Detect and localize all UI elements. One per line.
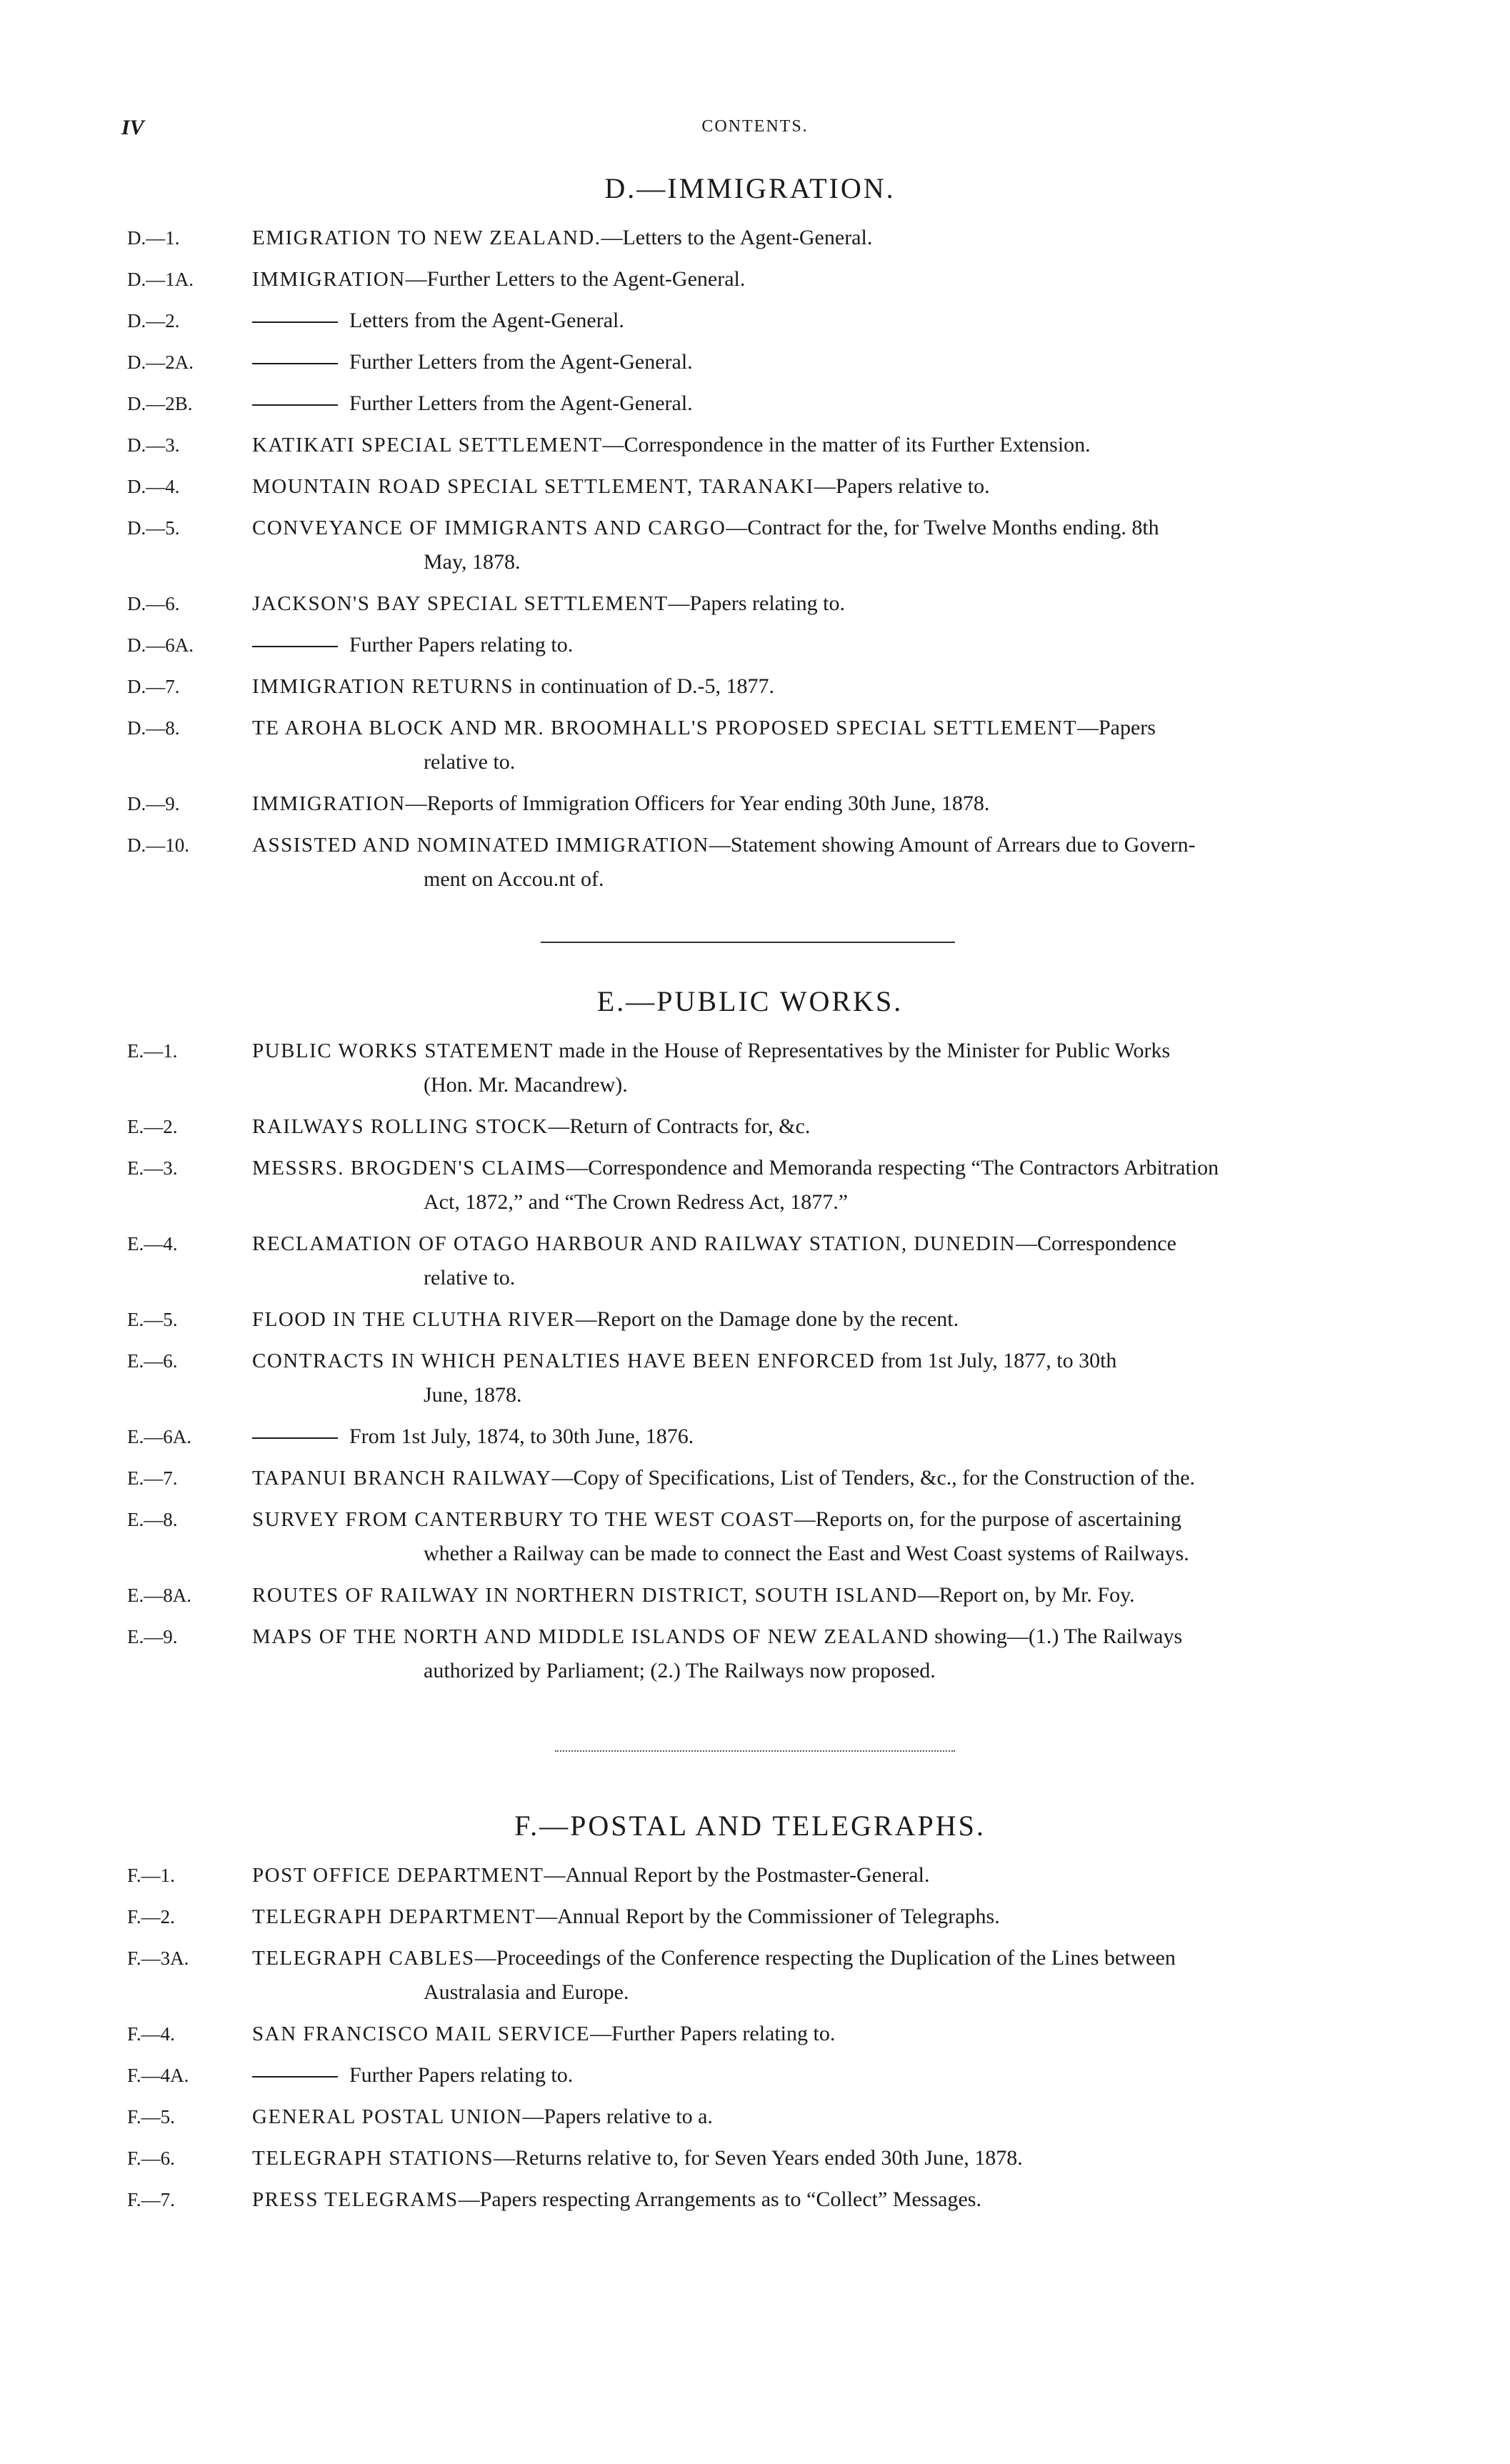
section-title: F.—POSTAL AND TELEGRAPHS. (514, 1810, 986, 1842)
entry-description: —Contract for the, for Twelve Months ending. 8th (726, 516, 1159, 539)
entry-continuation: relative to. (424, 1266, 516, 1290)
contents-entry (114, 1502, 1386, 1571)
entry-description: —Copy of Specifications, List of Tenders, &c., for the Construction of the. (551, 1466, 1196, 1490)
entry-continuation: June, 1878. (424, 1383, 522, 1407)
paper-code: D.—1A. (127, 269, 194, 290)
contents-entry (114, 304, 1386, 338)
paper-code: D.—5. (127, 517, 180, 539)
entry-body (252, 1302, 1386, 1337)
contents-entry (114, 628, 1386, 662)
section-d-immigration (114, 171, 1386, 904)
contents-entry (114, 1461, 1386, 1495)
entry-subject: PUBLIC WORKS STATEMENT (252, 1039, 554, 1062)
entry-description: —Annual Report by the Postmaster-General. (544, 1863, 930, 1887)
entry-first-line (252, 628, 1386, 662)
entry-subject: SAN FRANCISCO MAIL SERVICE (252, 2022, 591, 2045)
entry-continuation: relative to. (424, 750, 516, 774)
paper-code: E.—9. (127, 1626, 178, 1647)
entry-subject: TELEGRAPH CABLES (252, 1947, 475, 1970)
entry-subject: RAILWAYS ROLLING STOCK (252, 1115, 549, 1138)
contents-entry (114, 1344, 1386, 1412)
paper-code: E.—6. (127, 1350, 178, 1372)
entry-first-line (252, 469, 1386, 504)
contents-entry (114, 587, 1386, 621)
entry-description: —Report on the Damage done by the recent. (575, 1307, 959, 1331)
entry-first-line (252, 1858, 1386, 1892)
entry-first-line (252, 1620, 1386, 1654)
entry-description: —Return of Contracts for, &c. (548, 1114, 811, 1138)
entry-first-line (252, 1900, 1386, 1934)
entry-subject: MESSRS. BROGDEN'S CLAIMS (252, 1157, 567, 1179)
entry-body (252, 1151, 1386, 1219)
ditto-dash (252, 2076, 338, 2078)
entry-body (252, 669, 1386, 704)
section-title: D.—IMMIGRATION. (604, 172, 896, 204)
entry-continuation: (Hon. Mr. Macandrew). (424, 1073, 628, 1097)
entry-subject: MAPS OF THE NORTH AND MIDDLE ISLANDS OF NEW ZEALAND (252, 1625, 929, 1648)
paper-code: F.—6. (127, 2148, 175, 2169)
entry-subject: CONVEYANCE OF IMMIGRANTS AND CARGO (252, 517, 726, 539)
paper-code: F.—1. (127, 1865, 175, 1886)
entry-body (252, 587, 1386, 621)
paper-code: E.—8A. (127, 1585, 191, 1606)
entry-subject: IMMIGRATION (252, 268, 406, 291)
paper-code: E.—4. (127, 1233, 178, 1255)
entry-continuation: Australasia and Europe. (424, 1980, 629, 2004)
entry-first-line (252, 262, 1386, 296)
entry-body (252, 304, 1386, 338)
entry-first-line (252, 1578, 1386, 1612)
paper-code: F.—3A. (127, 1947, 189, 1969)
entry-subject: MOUNTAIN ROAD SPECIAL SETTLEMENT, TARANAKI (252, 475, 814, 498)
entry-body (252, 2017, 1386, 2051)
paper-code: D.—2. (127, 310, 180, 331)
entry-description: —Correspondence in the matter of its Further Extension. (602, 433, 1091, 457)
contents-entry (114, 2141, 1386, 2175)
entry-first-line (252, 1034, 1386, 1068)
paper-code: D.—4. (127, 476, 180, 497)
entry-continuation: Act, 1872,” and “The Crown Redress Act, 1877.” (424, 1190, 849, 1214)
entry-description: Letters from the Agent-General. (349, 309, 624, 332)
contents-entry (114, 1858, 1386, 1892)
contents-entry (114, 2183, 1386, 2217)
entry-first-line (252, 2100, 1386, 2134)
section-divider (541, 942, 955, 943)
entry-description: —Letters to the Agent-General. (601, 226, 873, 249)
entry-description: in continuation of D.-5, 1877. (514, 674, 774, 698)
contents-entry (114, 428, 1386, 462)
paper-code: E.—1. (127, 1040, 178, 1062)
entry-body (252, 1502, 1386, 1571)
entry-body (252, 386, 1386, 421)
paper-code: E.—7. (127, 1467, 178, 1489)
paper-code: D.—6. (127, 593, 180, 614)
contents-entry (114, 1109, 1386, 1144)
entry-subject: PRESS TELEGRAMS (252, 2188, 459, 2211)
section-title: E.—PUBLIC WORKS. (596, 985, 904, 1017)
entry-body (252, 1461, 1386, 1495)
ditto-dash (252, 404, 338, 406)
entry-description: —Papers relating to. (668, 592, 845, 615)
entry-body (252, 1578, 1386, 1612)
contents-entry (114, 469, 1386, 504)
entry-description: —Papers respecting Arrangements as to “Collect” Messages. (458, 2188, 981, 2211)
entry-description: —Papers relative to a. (522, 2105, 713, 2128)
contents-entry (114, 2100, 1386, 2134)
entry-first-line (252, 1109, 1386, 1144)
entry-first-line (252, 2141, 1386, 2175)
entry-subject: EMIGRATION TO NEW ZEALAND. (252, 226, 601, 249)
entry-first-line (252, 221, 1386, 255)
paper-code: D.—7. (127, 676, 180, 697)
paper-code: F.—4. (127, 2023, 175, 2045)
contents-entry (114, 1227, 1386, 1295)
entry-first-line (252, 1420, 1386, 1454)
entry-body (252, 1227, 1386, 1295)
entry-description: —Papers (1076, 716, 1156, 739)
paper-code: E.—2. (127, 1116, 178, 1137)
entry-body (252, 1420, 1386, 1454)
entry-description: —Annual Report by the Commissioner of Telegraphs. (535, 1905, 1000, 1928)
entry-body (252, 1109, 1386, 1144)
entry-body (252, 221, 1386, 255)
entry-subject: TAPANUI BRANCH RAILWAY (252, 1467, 552, 1490)
ditto-dash (252, 363, 338, 364)
entry-body (252, 628, 1386, 662)
entry-first-line (252, 2058, 1386, 2093)
entry-description: —Reports of Immigration Officers for Year ending 30th June, 1878. (405, 792, 990, 815)
section-divider (555, 1750, 955, 1752)
ditto-dash (252, 321, 338, 323)
entry-list (114, 1034, 1386, 1688)
contents-entry (114, 345, 1386, 379)
ditto-dash (252, 1437, 338, 1439)
entry-description: Further Letters from the Agent-General. (349, 391, 693, 415)
entry-continuation: ment on Accou.nt of. (424, 867, 604, 891)
entry-subject: KATIKATI SPECIAL SETTLEMENT (252, 434, 603, 457)
entry-first-line (252, 511, 1386, 545)
entry-description: made in the House of Representatives by the Minister for Public Works (553, 1039, 1171, 1062)
contents-entry (114, 787, 1386, 821)
contents-entry (114, 711, 1386, 779)
entry-first-line (252, 428, 1386, 462)
paper-code: D.—10. (127, 834, 189, 856)
entry-description: —Report on, by Mr. Foy. (917, 1583, 1135, 1607)
entry-subject: POST OFFICE DEPARTMENT (252, 1864, 544, 1887)
entry-first-line (252, 587, 1386, 621)
entry-body (252, 2183, 1386, 2217)
paper-code: D.—6A. (127, 634, 194, 656)
entry-description: —Statement showing Amount of Arrears due to Govern- (709, 833, 1196, 857)
entry-body (252, 2058, 1386, 2093)
entry-body (252, 787, 1386, 821)
entry-description: —Correspondence and Memoranda respecting “The Contractors Arbitration (566, 1156, 1219, 1179)
entry-description: From 1st July, 1874, to 30th June, 1876. (349, 1425, 694, 1448)
contents-entry (114, 1620, 1386, 1688)
paper-code: F.—5. (127, 2106, 175, 2128)
paper-code: D.—8. (127, 717, 180, 739)
contents-entry (114, 2058, 1386, 2093)
contents-entry (114, 669, 1386, 704)
entry-subject: TE AROHA BLOCK AND MR. BROOMHALL'S PROPOSED SPECIAL SETTLEMENT (252, 717, 1077, 739)
entry-first-line (252, 787, 1386, 821)
contents-entry (114, 828, 1386, 897)
entry-continuation: May, 1878. (424, 550, 521, 574)
entry-description: showing—(1.) The Railways (929, 1625, 1183, 1648)
contents-entry (114, 1941, 1386, 2010)
entry-description: —Returns relative to, for Seven Years ended 30th June, 1878. (494, 2146, 1023, 2170)
paper-code: D.—2B. (127, 393, 193, 414)
entry-continuation: authorized by Parliament; (2.) The Railways now proposed. (424, 1659, 936, 1682)
entry-first-line (252, 304, 1386, 338)
entry-continuation: whether a Railway can be made to connect the East and West Coast systems of Railways. (424, 1542, 1189, 1565)
entry-first-line (252, 1344, 1386, 1378)
entry-description: —Further Papers relating to. (590, 2022, 836, 2045)
entry-subject: IMMIGRATION (252, 792, 406, 815)
entry-first-line (252, 669, 1386, 704)
entry-description: Further Papers relating to. (349, 633, 574, 657)
entry-subject: ASSISTED AND NOMINATED IMMIGRATION (252, 834, 709, 857)
entry-body (252, 1941, 1386, 2010)
entry-subject: JACKSON'S BAY SPECIAL SETTLEMENT (252, 592, 669, 615)
entry-first-line (252, 1461, 1386, 1495)
entry-body (252, 262, 1386, 296)
contents-entry (114, 1034, 1386, 1102)
ditto-dash (252, 646, 338, 647)
running-title: CONTENTS. (701, 117, 809, 136)
paper-code: E.—6A. (127, 1426, 191, 1447)
entry-body (252, 1620, 1386, 1688)
contents-entry (114, 511, 1386, 579)
entry-first-line (252, 1941, 1386, 1975)
entry-subject: RECLAMATION OF OTAGO HARBOUR AND RAILWAY STATION, DUNEDIN (252, 1232, 1016, 1255)
entry-subject: SURVEY FROM CANTERBURY TO THE WEST COAST (252, 1508, 794, 1531)
entry-description: Further Papers relating to. (349, 2063, 574, 2087)
entry-description: —Reports on, for the purpose of ascertaining (794, 1507, 1181, 1531)
paper-code: D.—1. (127, 227, 180, 249)
contents-entry (114, 1302, 1386, 1337)
entry-body (252, 2100, 1386, 2134)
paper-code: E.—8. (127, 1509, 178, 1530)
entry-description: —Further Letters to the Agent-General. (405, 267, 746, 291)
section-f-postal-telegraphs (114, 1809, 1386, 2224)
contents-entry (114, 1578, 1386, 1612)
entry-body (252, 711, 1386, 779)
contents-entry (114, 262, 1386, 296)
paper-code: D.—9. (127, 793, 180, 814)
entry-body (252, 345, 1386, 379)
contents-entry (114, 386, 1386, 421)
entry-body (252, 469, 1386, 504)
paper-code: D.—3. (127, 434, 180, 456)
entry-subject: ROUTES OF RAILWAY IN NORTHERN DISTRICT, SOUTH ISLAND (252, 1584, 918, 1607)
entry-first-line (252, 828, 1386, 862)
entry-subject: TELEGRAPH DEPARTMENT (252, 1905, 536, 1928)
entry-description: from 1st July, 1877, to 30th (875, 1349, 1117, 1372)
entry-first-line (252, 2017, 1386, 2051)
entry-description: Further Letters from the Agent-General. (349, 350, 693, 374)
entry-first-line (252, 2183, 1386, 2217)
contents-entry (114, 221, 1386, 255)
entry-body (252, 828, 1386, 897)
entry-first-line (252, 1227, 1386, 1261)
entry-description: —Papers relative to. (814, 474, 990, 498)
contents-entry (114, 1900, 1386, 1934)
entry-subject: CONTRACTS IN WHICH PENALTIES HAVE BEEN ENFORCED (252, 1350, 876, 1372)
entry-description: —Correspondence (1016, 1232, 1176, 1255)
entry-subject: TELEGRAPH STATIONS (252, 2147, 494, 2170)
paper-code: D.—2A. (127, 351, 194, 373)
entry-first-line (252, 345, 1386, 379)
entry-list (114, 1858, 1386, 2217)
entry-subject: FLOOD IN THE CLUTHA RIVER (252, 1308, 576, 1331)
entry-body (252, 1858, 1386, 1892)
entry-first-line (252, 1302, 1386, 1337)
paper-code: E.—3. (127, 1157, 178, 1179)
entry-first-line (252, 1151, 1386, 1185)
entry-body (252, 1034, 1386, 1102)
entry-first-line (252, 1502, 1386, 1537)
contents-entry (114, 1420, 1386, 1454)
entry-body (252, 428, 1386, 462)
entry-body (252, 2141, 1386, 2175)
paper-code: F.—7. (127, 2189, 175, 2210)
entry-first-line (252, 711, 1386, 745)
entry-list (114, 221, 1386, 897)
contents-entry (114, 2017, 1386, 2051)
page-number: IV (121, 116, 144, 139)
entry-subject: IMMIGRATION RETURNS (252, 675, 514, 698)
entry-first-line (252, 386, 1386, 421)
entry-subject: GENERAL POSTAL UNION (252, 2105, 523, 2128)
section-e-public-works (114, 984, 1386, 1695)
contents-entry (114, 1151, 1386, 1219)
entry-body (252, 1900, 1386, 1934)
entry-description: —Proceedings of the Conference respecting the Duplication of the Lines between (474, 1946, 1176, 1970)
paper-code: F.—4A. (127, 2065, 189, 2086)
paper-code: F.—2. (127, 1906, 175, 1927)
paper-code: E.—5. (127, 1309, 178, 1330)
entry-body (252, 1344, 1386, 1412)
entry-body (252, 511, 1386, 579)
